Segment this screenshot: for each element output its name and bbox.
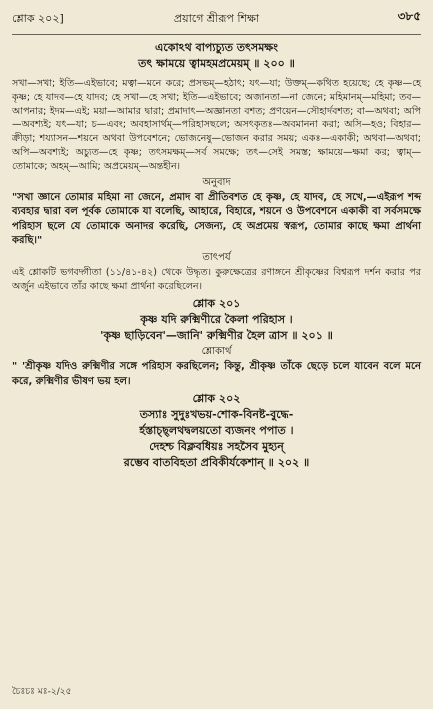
verse-201-line-1: কৃষ্ণ যদি রুক্মিণীরে কৈলা পরিহাস ।: [140, 312, 293, 326]
verse-200-line-2: তৎ ক্ষাময়ে ত্বামহমপ্রমেয়ম্ ॥ ২০০ ॥: [138, 57, 295, 70]
verse-202-line-2: র্হস্তাচ্ছ্লথদ্বলয়তো ব্যজনং পপাত ।: [139, 424, 294, 438]
verse-201-line-2: 'কৃষ্ণ ছাড়িবেন'—জানি' রুক্মিণীর হৈল ত্রাস ॥ ২০১ ॥: [100, 328, 333, 342]
word-for-word-200: সখা—সখা; ইতি—এইভাবে; মত্বা—মনে করে; প্রসভম্—হঠাৎ; যৎ—যা; উক্তম্—কথিত হয়েছে; হে কৃষ্ণ—হে কৃষ্ণ; হে যাদব—হে যাদব; হে সখা—হে সখা; ইতি—এইভাবে; অজানতা—না জেনে; মহিমানম্—মহিমা; তব—আপনার; ইদম—এই; ময়া—আমার দ্বারা; প্রমাদাৎ—অজ্ঞানতা বশত; প্রণয়েন—সৌহার্দবশত; বা—অথবা; অপি—অবশ্যই; যৎ—যা; চ—এবং; অবহাসার্থম্—পরিহাসছলে; অসৎকৃতঃ—অবমাননা করা; অসি—হও; বিহার—ক্রীড়া; শয্যাসন—শয়নে অথবা উপবেশনে; ভোজনেষু—ভোজন করার সময়; একঃ—একাকী; অথবা—অথবা; অপি—অবশ্যই; অচ্যুত—হে কৃষ্ণ; তৎসমক্ষম্—সর্ব সমক্ষে; তৎ—সেই সমস্ত; ক্ষাময়ে—ক্ষমা কর; ত্বাম্—তোমাকে; অহম্—আমি; অপ্রমেয়ম্—অন্তহীন।: [12, 78, 421, 172]
verse-200: [12, 40, 421, 72]
verse-200-line-1: একোঽথ বাপ্যচ্যুত তৎসমক্ষং: [155, 41, 278, 54]
verse-202-line-4: রম্ভেব বাতবিহতা প্রবিকীর্যকেশান্ ॥ ২০২ ॥: [123, 456, 310, 470]
page-content: [12, 40, 421, 471]
verse-202: [12, 407, 421, 471]
running-head-verse-ref: শ্লোক ২০২]: [12, 12, 64, 25]
translation-heading: অনুবাদ: [202, 176, 231, 188]
sloka-201-heading: শ্লোক ২০১: [192, 296, 241, 310]
sloka-202-heading: শ্লোক ২০২: [192, 392, 241, 406]
page-number: ৩৮৫: [397, 9, 421, 23]
sloka-201-meaning-heading: শ্লোকার্থ: [201, 345, 232, 357]
verse-202-line-1: তস্যাঃ সুদুঃখভয়-শোক-বিনষ্ট-বুদ্ধে-: [139, 408, 294, 422]
page-header: [12, 8, 421, 26]
page-footer: চৈঃচঃ মঃ-২/২৫: [12, 687, 72, 697]
sloka-201-meaning: " 'শ্রীকৃষ্ণ যদিও রুক্মিণীর সঙ্গে পরিহাস করছিলেন; কিন্তু, শ্রীকৃষ্ণ তাঁকে ছেড়ে চলে যাবেন বলে মনে করে, রুক্মিণীর ভীষণ ভয় হল।: [12, 360, 421, 387]
verse-201: [12, 312, 421, 344]
translation-text: "সখা জ্ঞানে তোমার মহিমা না জেনে, প্রমাদ বা প্রীতিবশত হে কৃষ্ণ, হে যাদব, হে সখে,—এইরূপ শব্দ ব্যবহার দ্বারা বল পূর্বক তোমাকে যা বলেছি, আহারে, বিহারে, শয়নে ও উপবেশনে একাকী বা সর্বসমক্ষে পরিহাস ছলে যে তোমাকে অনাদর করেছি, সেজন্য, হে অপ্রমেয় স্বরূপ, তোমার কাছে ক্ষমা প্রার্থনা করছি।": [12, 191, 421, 247]
verse-202-line-3: দেহশ্চ বিক্লবধিয়ঃ সহসৈব মুহ্যন্: [149, 440, 284, 454]
purport-text: এই শ্লোকটি ভগবদ্গীতা (১১/৪১-৪২) থেকে উদ্ধৃত। কুরুক্ষেত্রের রণাঙ্গনে শ্রীকৃষ্ণের বিশ্বরূপ দর্শন করার পর অর্জুন এইভাবে তাঁর কাছে ক্ষমা প্রার্থনা করেছিলেন।: [12, 266, 421, 292]
purport-heading: তাৎপর্য: [202, 251, 231, 263]
running-head-title: প্রয়াগে শ্রীরূপ শিক্ষা: [173, 12, 260, 25]
header-rule: [12, 34, 421, 35]
